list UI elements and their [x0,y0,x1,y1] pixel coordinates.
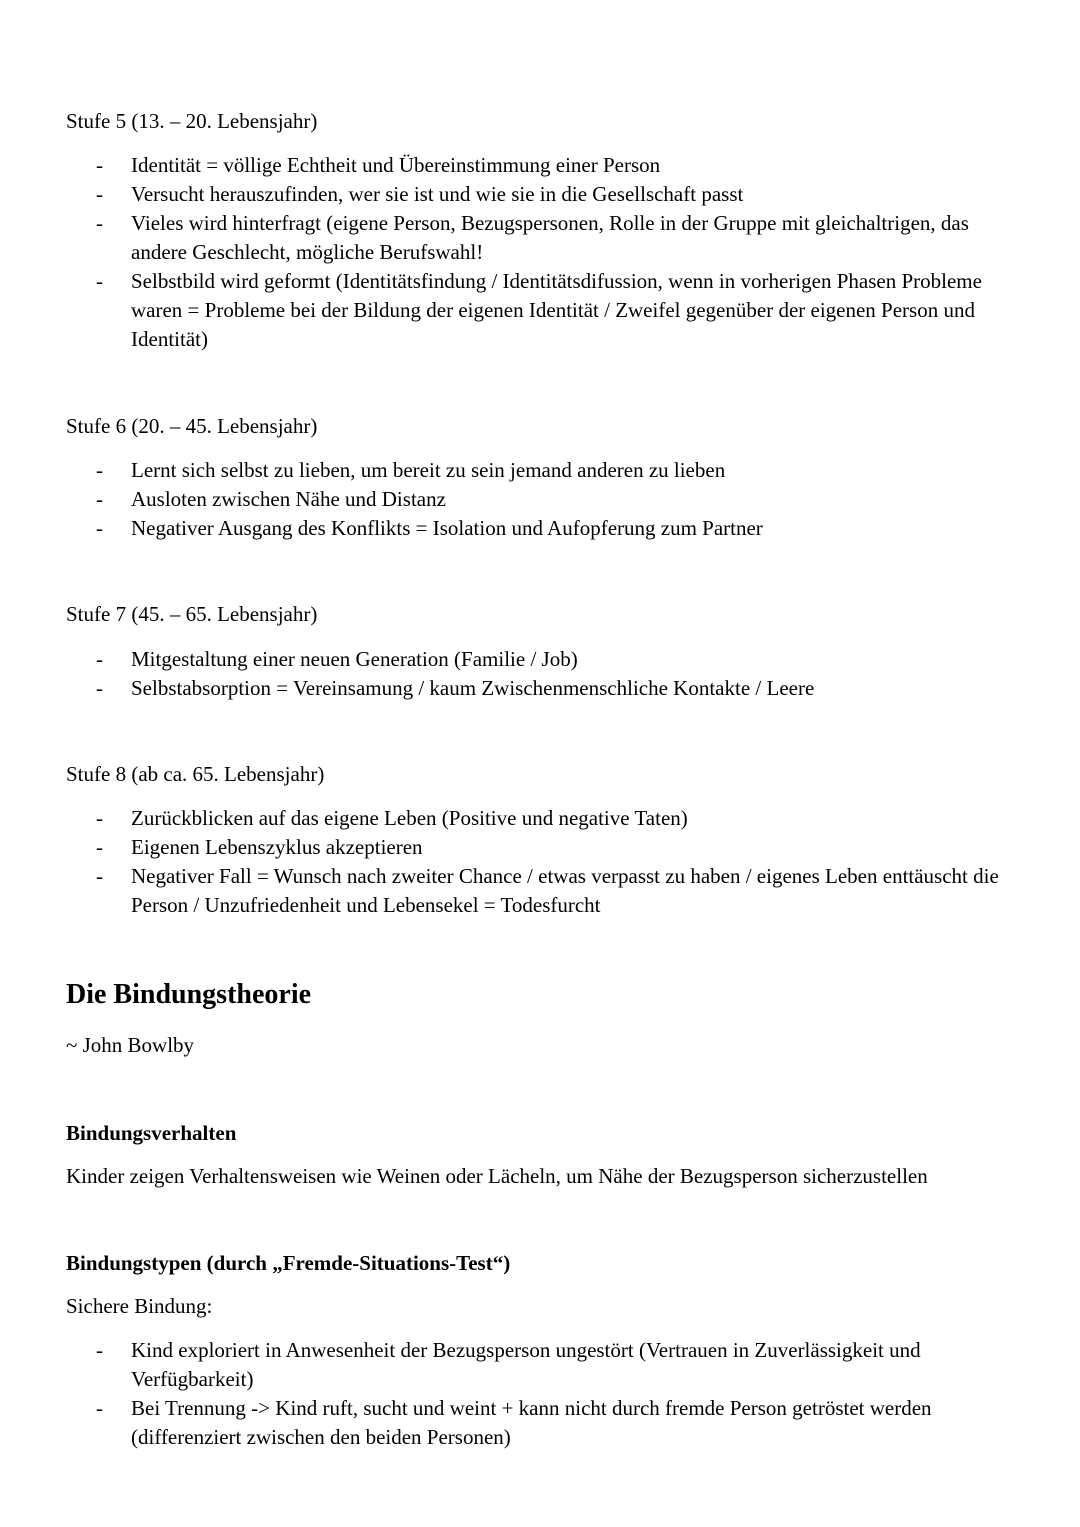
bullet-text: Bei Trennung -> Kind ruft, sucht und weint + kann nicht durch fremde Person getröstet werden (differenziert zwischen den beiden Personen) [131,1396,932,1449]
bullet-text: Versucht herauszufinden, wer sie ist und wie sie in die Gesellschaft passt [131,182,744,206]
section-heading: Die Bindungstheorie [66,979,312,1010]
list-item [96,514,1021,543]
dash: - [96,676,103,700]
bullet-text: Negativer Fall = Wunsch nach zweiter Chance / etwas verpasst zu haben / eigenes Leben enttäuscht die Person / Unzufriedenheit und Lebensekel = Todesfurcht [131,864,999,917]
stage-7-list [96,645,1021,703]
list-item [96,456,1021,485]
label-sichere-bindung: Sichere Bindung: [66,1294,213,1318]
stage-8-list [96,804,1021,920]
list-item [96,485,1021,514]
list-item [96,180,1021,209]
dash: - [96,269,103,293]
bullet-text: Selbstabsorption = Vereinsamung / kaum Zwischenmenschliche Kontakte / Leere [131,676,815,700]
bullet-text: Eigenen Lebenszyklus akzeptieren [131,835,423,859]
dash: - [96,516,103,540]
bullet-text: Lernt sich selbst zu lieben, um bereit zu sein jemand anderen zu lieben [131,458,726,482]
stage-8-title: Stufe 8 (ab ca. 65. Lebensjahr) [66,762,325,786]
dash: - [96,458,103,482]
dash: - [96,211,103,235]
list-item [96,862,1021,920]
list-item [96,645,1021,674]
bullet-text: Mitgestaltung einer neuen Generation (Familie / Job) [131,647,578,671]
list-item [96,833,1021,862]
stage-6-list [96,456,1021,543]
subheading-bindungsverhalten: Bindungsverhalten [66,1121,237,1145]
dash: - [96,1396,103,1420]
author: ~ John Bowlby [66,1033,195,1057]
stage-5-list [96,151,1021,354]
dash: - [96,487,103,511]
list-item [96,151,1021,180]
bullet-text: Vieles wird hinterfragt (eigene Person, Bezugspersonen, Rolle in der Gruppe mit gleichaltrigen, das andere Geschlecht, mögliche Berufswahl! [131,211,969,264]
bullet-text: Kind exploriert in Anwesenheit der Bezugsperson ungestört (Vertrauen in Zuverlässigkeit und Verfügbarkeit) [131,1338,921,1391]
bullet-text: Ausloten zwischen Nähe und Distanz [131,487,446,511]
paragraph: Kinder zeigen Verhaltensweisen wie Weinen oder Lächeln, um Nähe der Bezugsperson sicherzustellen [66,1164,928,1188]
bullet-text: Identität = völlige Echtheit und Übereinstimmung einer Person [131,153,661,177]
dash: - [96,864,103,888]
bullet-text: Selbstbild wird geformt (Identitätsfindung / Identitätsdifussion, wenn in vorherigen Phasen Probleme waren = Probleme bei der Bildung der eigenen Identität / Zweifel gegenüber der eigenen Person und Identität) [131,269,982,351]
list-item [96,209,1021,267]
list-item [96,267,1021,354]
list-item [96,674,1021,703]
dash: - [96,182,103,206]
stage-7-title: Stufe 7 (45. – 65. Lebensjahr) [66,602,318,626]
dash: - [96,647,103,671]
stage-5-title: Stufe 5 (13. – 20. Lebensjahr) [66,109,318,133]
bullet-text: Negativer Ausgang des Konflikts = Isolation und Aufopferung zum Partner [131,516,763,540]
dash: - [96,153,103,177]
dash: - [96,835,103,859]
stage-6-title: Stufe 6 (20. – 45. Lebensjahr) [66,414,318,438]
list-item [96,1394,1021,1452]
dash: - [96,806,103,830]
list-item [96,1336,1021,1394]
bullet-text: Zurückblicken auf das eigene Leben (Positive und negative Taten) [131,806,688,830]
sichere-bindung-list [96,1336,1021,1452]
dash: - [96,1338,103,1362]
subheading-bindungstypen: Bindungstypen (durch „Fremde-Situations-Test“) [66,1251,511,1275]
list-item [96,804,1021,833]
